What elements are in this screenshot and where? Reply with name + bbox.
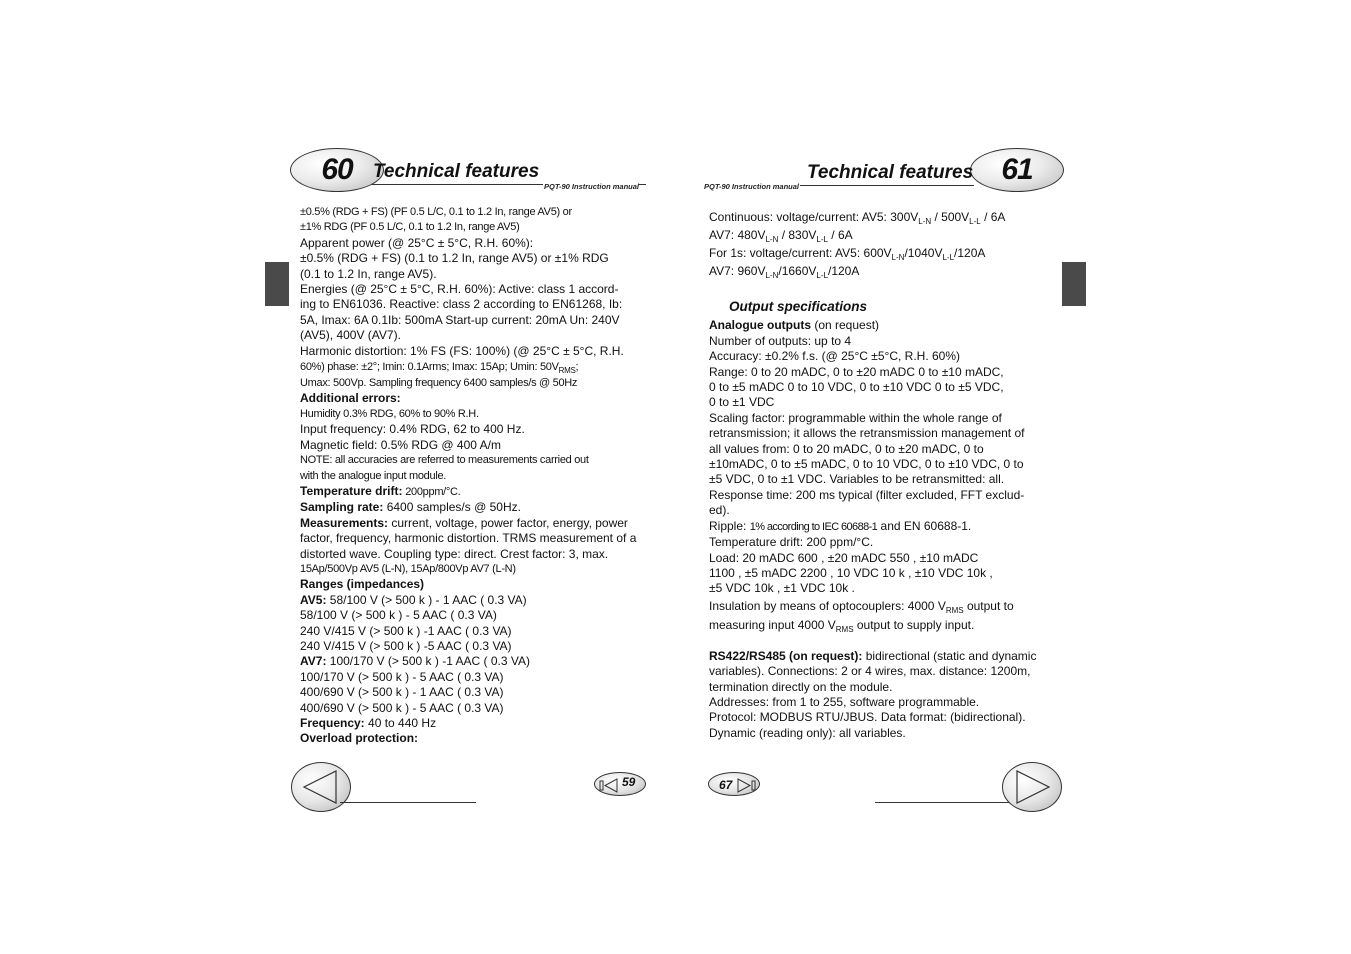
page-number-badge-right — [970, 148, 1064, 192]
section-title: Output specifications — [729, 299, 868, 314]
manual-label-right: PQT-90 Instruction manual — [704, 182, 800, 191]
right-body-text: Continuous: voltage/current: AV5: $300V_{L-N} / 500V_{L-L} / 6A$ AV7: $480V_{L-N} / 830V_{L-L} / 6A$ For 1s: voltage/current: AV5: $600V_{L-N}/1040V_{L-L}/120A$ AV7: $960V_{L-N}/1660V_{L-L}/120A$ Output specifications Analogue outputs (on request) Number of outputs: up to 4 Accuracy: ±0.2% f.s. (@ 25°C ±5°C, R.H. 60%) Range: 0 to 20 mADC, 0 to ±20 mADC 0 to ±10 mADC, 0 to ±5 mADC 0 to 10 VDC, 0 to ±10 VDC 0 to ±5 VDC, 0 to ±1 VDC Scaling factor: programmable within the whole range of retransmission; it allows the retransmission management of all values from: 0 to 20 mADC, 0 to ±20 mADC, 0 to ±10mADC, 0 to ±5 mADC, 0 to 10 VDC, 0 to ±10 VDC, 0 to ±5 VDC, 0 to ±1 VDC. Variables to be retransmitted: all. Response time: 200 ms typical (filter excluded, FFT exclud- ed). Ripple: 1% according to IEC 60688-1 and EN 60688-1. Temperature drift: 200 ppm/°C. Load: 20 mADC 600 , ±20 mADC 550 , ±10 mADC 1100 , ±5 mADC 2200 , 10 VDC 10 k , ±10 VDC 10k , ±5 VDC 10k , ±1 VDC 10k . Insulation by means of optocouplers: 4000 $V_{RMS}$ output to measuring input 4000 $V_{RMS}$ output to supply input. RS422/RS485 (on request): bidirectional (static and dynamic variables). Connections: 2 or 4 wires, max. distance: 1200m, termination directly on the module. Addresses: from 1 to 255, software programmable. Protocol: MODBUS RTU/JBUS. Data format: (bidirectional). Dynamic (reading only): all variables. — [709, 210, 1037, 740]
side-tab-left — [265, 262, 289, 306]
index-marker-left[interactable] — [594, 772, 646, 796]
prev-arrow-icon — [292, 763, 350, 811]
footer-rule-left — [340, 802, 476, 803]
side-tab-right — [1062, 262, 1086, 306]
prev-page-button[interactable] — [291, 762, 351, 812]
footer-rule-right — [875, 802, 1011, 803]
footer-page-left: 59 — [622, 775, 636, 789]
manual-label-left: PQT-90 Instruction manual — [544, 182, 640, 191]
next-arrow-icon — [1003, 763, 1061, 811]
page-title-left: Technical features — [373, 161, 540, 182]
index-marker-icon — [595, 773, 645, 795]
page-title-right: Technical features — [807, 162, 974, 183]
right-page — [676, 0, 1351, 954]
index-marker-icon — [709, 773, 759, 795]
page-number-right: 61 — [1001, 153, 1033, 186]
left-page — [0, 0, 675, 954]
left-body-text: ±0.5% (RDG + FS) (PF 0.5 L/C, 0.1 to 1.2 In, range AV5) or ±1% RDG (PF 0.5 L/C, 0.1 to 1.2 In, range AV5) Apparent power (@ 25°C ± 5°C, R.H. 60%): ±0.5% (RDG + FS) (0.1 to 1.2 In, range AV5) or ±1% RDG (0.1 to 1.2 In, range AV5). Energies (@ 25°C ± 5°C, R.H. 60%): Active: class 1 accord- ing to EN61036. Reactive: class 2 according to EN61268, Ib: 5A, Imax: 6A 0.1Ib: 500mA Start-up current: 20mA Un: 240V (AV5), 400V (AV7). Harmonic distortion: 1% FS (FS: 100%) (@ 25°C ± 5°C, R.H. 60%) phase: ±2°; Imin: 0.1Arms; Imax: 15Ap; Umin: $50V_{RMS}$; Umax: 500Vp. Sampling frequency 6400 samples/s @ 50Hz Additional errors: Humidity 0.3% RDG, 60% to 90% R.H. Input frequency: 0.4% RDG, 62 to 400 Hz. Magnetic field: 0.5% RDG @ 400 A/m NOTE: all accuracies are referred to measurements carried out with the analogue input module. Temperature drift: 200ppm/°C. Sampling rate: 6400 samples/s @ 50Hz. Measurements: current, voltage, power factor, energy, power factor, frequency, harmonic distortion. TRMS measurement of a distorted wave. Coupling type: direct. Crest factor: 3, max. 15Ap/500Vp AV5 (L-N), 15Ap/800Vp AV7 (L-N) Ranges (impedances) AV5: 58/100 V (> 500 k ) - 1 AAC ( 0.3 VA) 58/100 V (> 500 k ) - 5 AAC ( 0.3 VA) 240 V/415 V (> 500 k ) -1 AAC ( 0.3 VA) 240 V/415 V (> 500 k ) -5 AAC ( 0.3 VA) AV7: 100/170 V (> 500 k ) -1 AAC ( 0.3 VA) 100/170 V (> 500 k ) - 5 AAC ( 0.3 VA) 400/690 V (> 500 k ) - 1 AAC ( 0.3 VA) 400/690 V (> 500 k ) - 5 AAC ( 0.3 VA) Frequency: 40 to 440 Hz Overload protection: — [300, 206, 637, 746]
page-number-left: 60 — [321, 153, 353, 186]
index-marker-right[interactable] — [708, 772, 760, 796]
page-number-badge-left — [290, 148, 384, 192]
next-page-button[interactable] — [1002, 762, 1062, 812]
footer-page-right: 67 — [719, 778, 733, 792]
